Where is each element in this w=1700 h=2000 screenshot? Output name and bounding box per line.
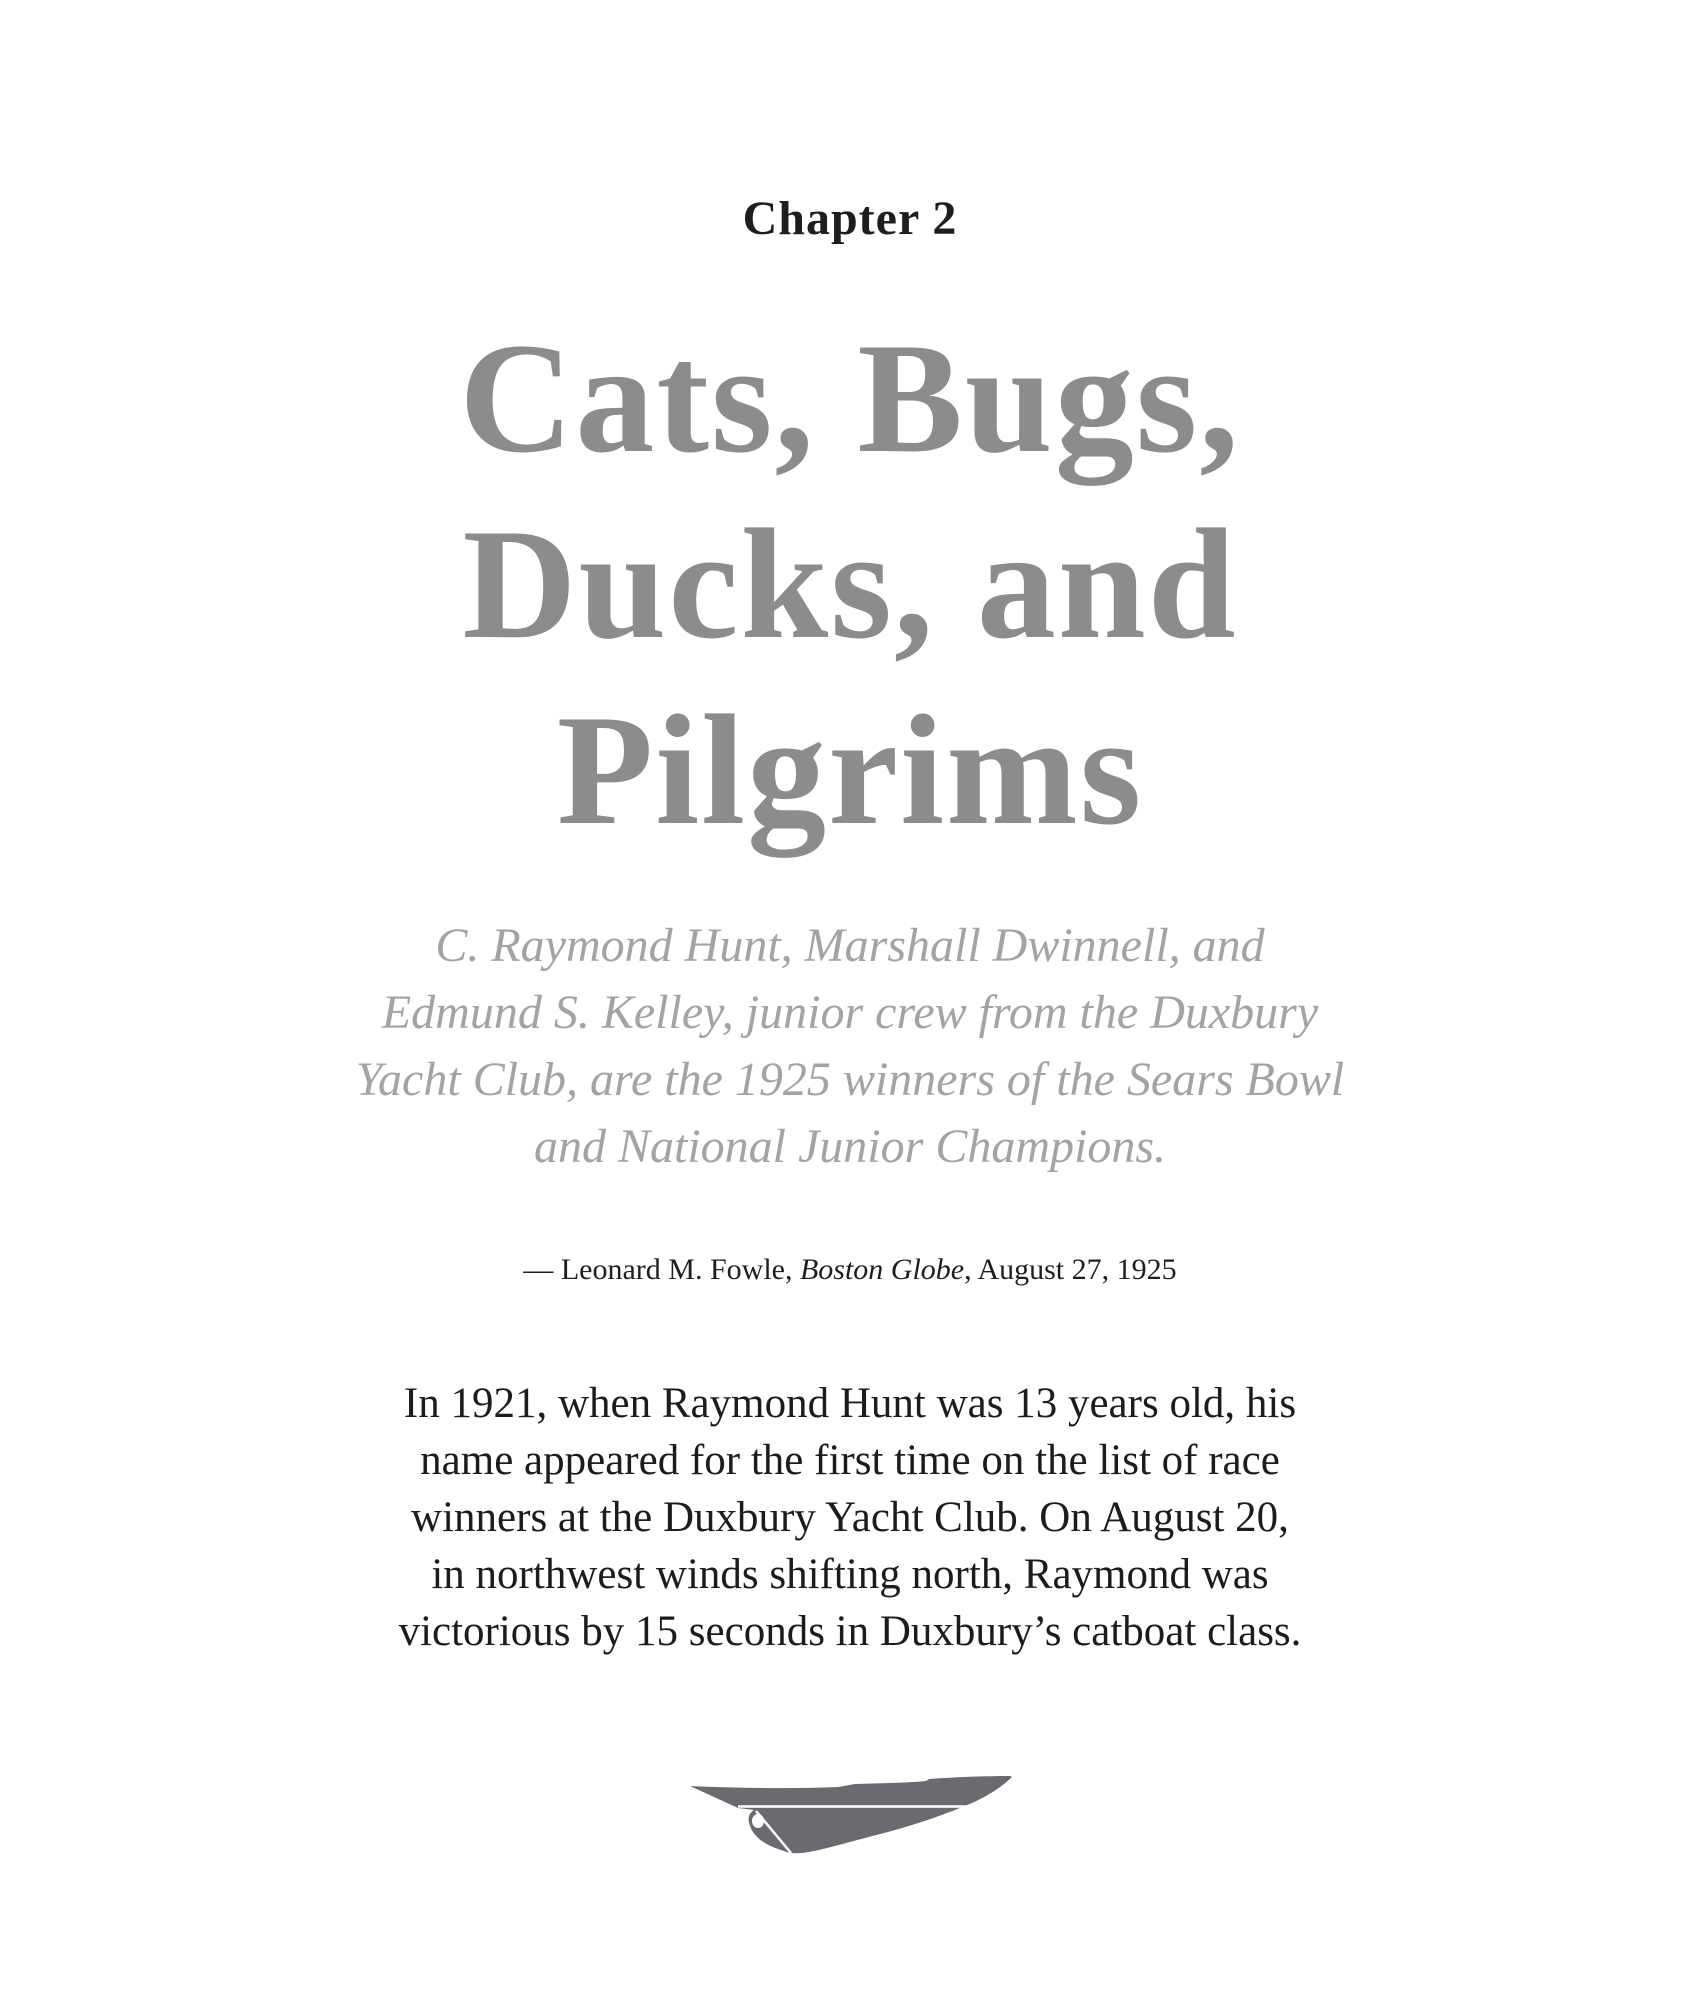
body-line-4: in northwest winds shifting north, Raymond was [431, 1551, 1269, 1598]
chapter-label: Chapter 2 [742, 192, 958, 245]
sailboat-hull-icon [688, 1774, 1012, 1856]
epigraph-line-2: Edmund S. Kelley, junior crew from the Duxbury [381, 986, 1319, 1039]
body-paragraph [0, 1375, 1700, 1660]
body-line-2: name appeared for the first time on the list of race [420, 1437, 1280, 1484]
epigraph-line-1: C. Raymond Hunt, Marshall Dwinnell, and [435, 919, 1265, 972]
body-line-1: In 1921, when Raymond Hunt was 13 years old, his [403, 1380, 1297, 1427]
epigraph-line-4: and National Junior Champions. [533, 1120, 1167, 1173]
chapter-title [0, 306, 1700, 864]
attribution-source: Boston Globe [799, 1253, 965, 1286]
keel-notch [752, 1814, 764, 1828]
attribution-author: — Leonard M. Fowle, [523, 1253, 800, 1286]
epigraph-attribution [0, 1255, 1700, 1285]
body-line-5: victorious by 15 seconds in Duxbury’s catboat class. [398, 1608, 1302, 1655]
epigraph-line-3: Yacht Club, are the 1925 winners of the Sears Bowl [355, 1053, 1345, 1106]
body-line-3: winners at the Duxbury Yacht Club. On August 20, [411, 1494, 1289, 1541]
title-line-1: Cats, Bugs, [459, 311, 1241, 486]
title-line-2: Ducks, and [462, 497, 1238, 672]
title-line-3: Pilgrims [556, 683, 1144, 858]
epigraph [0, 912, 1700, 1180]
hull-silhouette [690, 1776, 1012, 1853]
attribution-date: , August 27, 1925 [964, 1253, 1177, 1286]
